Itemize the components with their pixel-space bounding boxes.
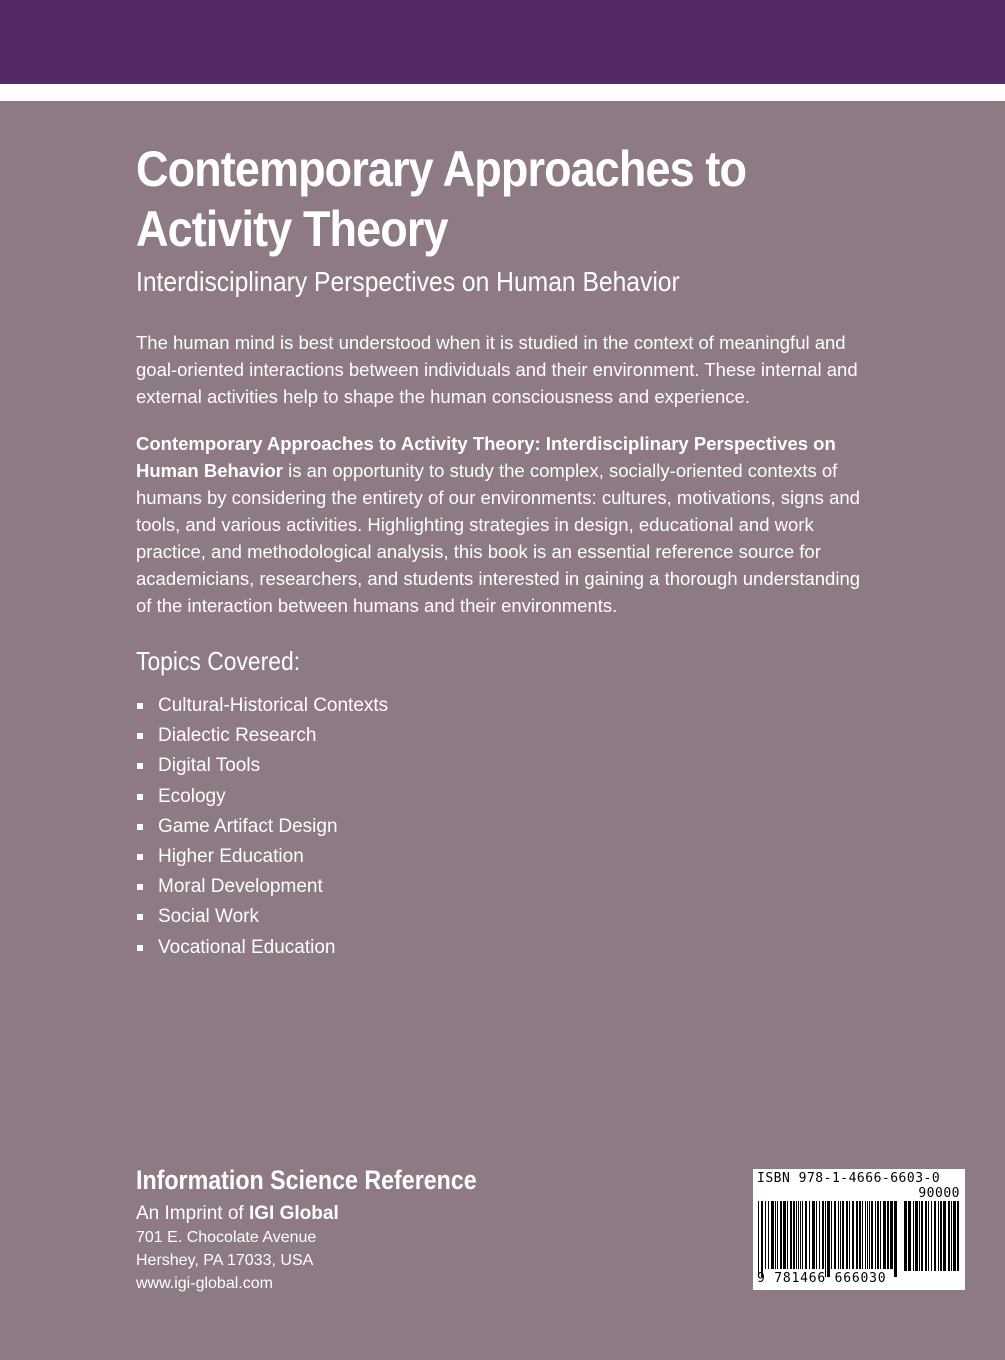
- barcode-bar: [809, 1201, 810, 1269]
- barcode-bar: [761, 1201, 763, 1277]
- square-bullet-icon: [137, 914, 143, 920]
- barcode-bar: [921, 1201, 923, 1271]
- barcode-bar: [852, 1201, 854, 1269]
- barcode-bar: [834, 1201, 836, 1269]
- imprint-name: IGI Global: [249, 1203, 339, 1224]
- square-bullet-icon: [137, 703, 143, 709]
- imprint-line: [136, 1201, 556, 1226]
- barcode-bar: [800, 1201, 801, 1269]
- topic-label: Social Work: [158, 906, 260, 928]
- barcode-bar: [798, 1201, 799, 1269]
- barcode-bar: [931, 1201, 932, 1271]
- topic-label: Higher Education: [158, 846, 304, 868]
- price-code: 90000: [918, 1186, 960, 1201]
- description-bold-title: Contemporary Approaches to Activity Theory: Interdisciplinary Perspectives on Human Behavior: [136, 433, 836, 481]
- barcode-bar: [913, 1201, 914, 1271]
- topic-label: Digital Tools: [158, 755, 261, 777]
- topic-item: [136, 812, 876, 842]
- barcode-bar: [765, 1201, 766, 1269]
- barcode-bar: [915, 1201, 918, 1271]
- description-paragraph-1: The human mind is best understood when it is studied in the context of meaningful and goal-oriented interactions between individuals and their environment. These internal and external activities help to shape the human consciousness and experience.: [136, 332, 858, 407]
- barcode-bar: [862, 1201, 863, 1269]
- barcode-bar: [894, 1201, 897, 1277]
- barcode-bar: [793, 1201, 795, 1269]
- barcode-bar: [953, 1201, 956, 1271]
- topic-item: [136, 721, 876, 751]
- barcode-bar: [934, 1201, 936, 1271]
- barcode-bars-addon: [903, 1201, 961, 1271]
- address-line-1: 701 E. Chocolate Avenue: [136, 1229, 317, 1246]
- topic-label: Ecology: [158, 785, 226, 807]
- barcode-bar: [867, 1201, 868, 1269]
- barcode-bar: [869, 1201, 870, 1269]
- ean-digits: 9 781466 666030: [757, 1271, 887, 1286]
- barcode-bar: [827, 1201, 830, 1277]
- barcode-bar: [925, 1201, 927, 1271]
- topic-label: Cultural-Historical Contexts: [158, 695, 389, 716]
- topic-label: Moral Development: [158, 876, 323, 898]
- barcode-bar: [787, 1201, 788, 1269]
- barcode-bar: [890, 1201, 893, 1269]
- barcode-bar: [777, 1201, 778, 1269]
- square-bullet-icon: [137, 794, 143, 800]
- barcode-bar: [812, 1201, 815, 1269]
- barcode-bar: [877, 1201, 879, 1269]
- topic-item: [136, 842, 876, 872]
- topics-heading: Topics Covered:: [136, 646, 301, 676]
- barcode-bar: [846, 1201, 848, 1269]
- barcode-bar: [859, 1201, 861, 1269]
- topic-item: [136, 872, 876, 902]
- barcode-bar: [831, 1201, 832, 1269]
- barcode-bar: [775, 1201, 776, 1269]
- barcode-bar: [943, 1201, 946, 1271]
- barcode-bar: [802, 1201, 803, 1269]
- square-bullet-icon: [137, 824, 143, 830]
- square-bullet-icon: [137, 945, 143, 951]
- barcode-bar: [825, 1201, 826, 1277]
- barcode-bar: [904, 1201, 907, 1271]
- description-body: is an opportunity to study the complex, socially-oriented contexts of humans by considering the entirety of our environments: cultures, motivations, signs and tools, and various activities. Highlighting strategies in design, educational and work practice, and methodological analysis, this book is an essential reference source for academicians, researchers, and students interested in gaining a thorough understanding of the interaction between humans and their environments.: [136, 460, 861, 616]
- barcode-bar: [758, 1201, 759, 1277]
- barcode-bar: [883, 1201, 886, 1269]
- barcode-bar: [928, 1201, 929, 1271]
- white-divider-stripe: [0, 84, 1005, 101]
- barcode-bar: [919, 1201, 920, 1271]
- publisher-name: Information Science Reference: [136, 1165, 477, 1195]
- barcode-bar: [951, 1201, 952, 1271]
- barcode-bar: [783, 1201, 786, 1269]
- topic-item: [136, 691, 876, 721]
- topic-label: Dialectic Research: [158, 725, 317, 747]
- barcode-bar: [880, 1201, 881, 1269]
- barcode-bar: [849, 1201, 850, 1269]
- isbn-label: ISBN 978-1-4666-6603-0: [757, 1171, 941, 1186]
- barcode-bar: [871, 1201, 873, 1269]
- barcode-bar: [838, 1201, 839, 1269]
- barcode-bar: [816, 1201, 817, 1269]
- book-title: Contemporary Approaches to Activity Theory: [136, 141, 747, 257]
- back-cover-content: [136, 101, 876, 963]
- barcode-bar: [865, 1201, 866, 1269]
- square-bullet-icon: [137, 763, 143, 769]
- barcode-bar: [822, 1201, 824, 1269]
- barcode-bar: [840, 1201, 841, 1269]
- address-line-2: Hershey, PA 17033, USA: [136, 1252, 314, 1269]
- barcode-bar: [938, 1201, 939, 1271]
- barcode-bar: [819, 1201, 820, 1269]
- topic-label: Vocational Education: [158, 936, 336, 958]
- topic-item: [136, 751, 876, 781]
- publisher-block: [136, 1163, 556, 1295]
- topic-item: [136, 782, 876, 812]
- square-bullet-icon: [137, 854, 143, 860]
- barcode-bar: [768, 1201, 769, 1269]
- website-link: www.igi-global.com: [136, 1275, 273, 1292]
- barcode-bars-main: [757, 1201, 897, 1277]
- square-bullet-icon: [137, 733, 143, 739]
- barcode-bar: [780, 1201, 782, 1269]
- barcode-bar: [887, 1201, 889, 1269]
- topic-item: [136, 902, 876, 932]
- top-purple-band: [0, 0, 1005, 84]
- barcode-bar: [805, 1201, 807, 1269]
- barcode-bar: [908, 1201, 911, 1271]
- barcode-bar: [796, 1201, 797, 1269]
- barcode-bar: [948, 1201, 950, 1271]
- barcode-bar: [842, 1201, 844, 1269]
- imprint-prefix: An Imprint of: [136, 1203, 249, 1224]
- topics-list: [136, 691, 876, 963]
- barcode-bar: [771, 1201, 774, 1269]
- topic-item: [136, 933, 876, 963]
- isbn-barcode: [753, 1169, 965, 1290]
- barcode-bar: [790, 1201, 792, 1269]
- book-subtitle: Interdisciplinary Perspectives on Human Behavior: [136, 266, 680, 297]
- barcode-bar: [940, 1201, 942, 1271]
- barcode-bar: [875, 1201, 876, 1269]
- barcode-bar: [856, 1201, 858, 1269]
- topic-label: Game Artifact Design: [158, 815, 338, 837]
- barcode-bar: [957, 1201, 959, 1271]
- square-bullet-icon: [137, 884, 143, 890]
- description-paragraph-2: [136, 430, 876, 619]
